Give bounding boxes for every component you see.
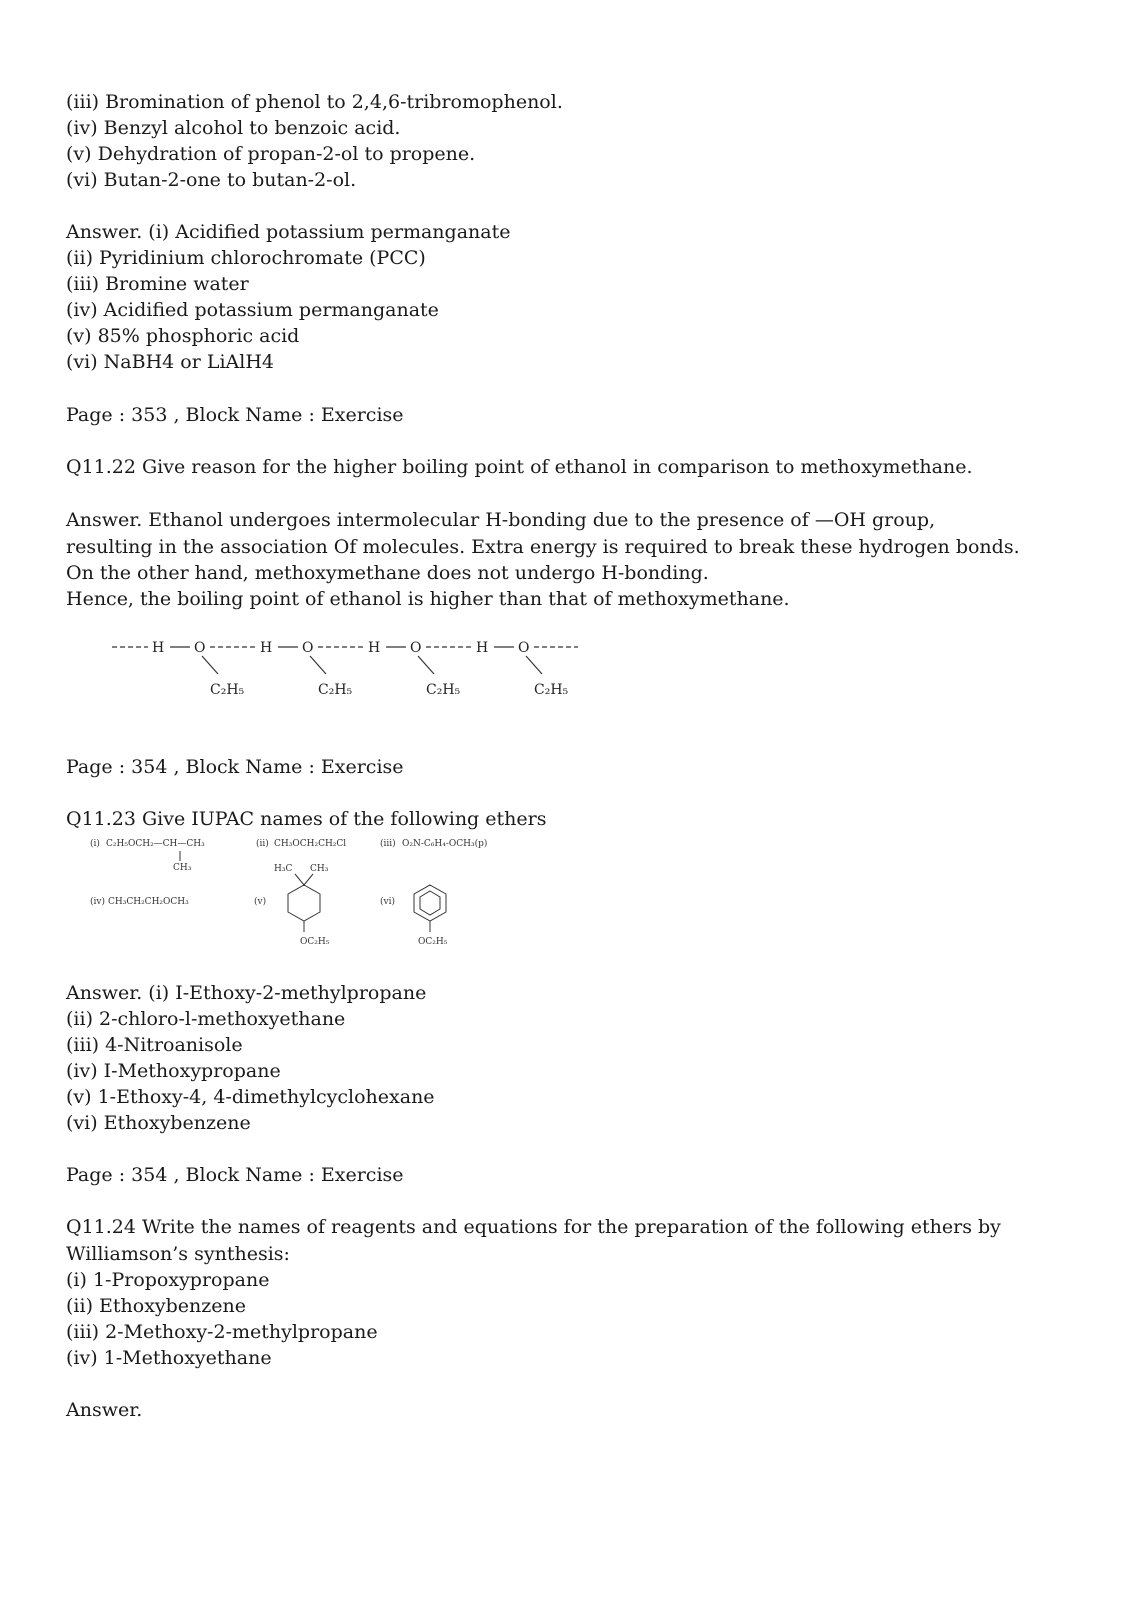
page-reference: Page : 354 , Block Name : Exercise: [66, 1164, 404, 1186]
question-q11-23: Q11.23 Give IUPAC names of the following ethers: [66, 808, 547, 830]
hbond-o-atom: O: [302, 640, 314, 656]
answer-label: Answer.: [66, 1399, 143, 1421]
answer-line: Answer. (i) Acidified potassium permanganate: [66, 221, 511, 243]
structure-label: (v): [254, 897, 267, 907]
structure-formula: O₂N-C₆H₄-OCH₃(p): [402, 839, 488, 849]
question-q11-24: Q11.24 Write the names of reagents and equations for the preparation of the following ethers by Williamson’s synthesis:: [66, 1216, 1001, 1265]
structure-label: (vi): [380, 897, 395, 907]
page-reference: Page : 353 , Block Name : Exercise: [66, 404, 404, 426]
hbond-ethyl-group: C₂H₅: [534, 682, 569, 698]
hbond-h-atom: H: [368, 640, 381, 656]
structure-substituent: CH₃: [173, 863, 192, 873]
hbond-o-atom: O: [518, 640, 530, 656]
answer-line: (iii) 4-Nitroanisole: [66, 1034, 243, 1056]
list-item: (iii) 2-Methoxy-2-methylpropane: [66, 1321, 378, 1343]
list-item: (i) 1-Propoxypropane: [66, 1269, 270, 1291]
structure-substituent: OC₂H₅: [418, 937, 448, 947]
hbond-o-atom: O: [410, 640, 422, 656]
hbond-diagram: [100, 632, 600, 707]
hydrogen-bonding-figure: [100, 632, 600, 707]
answer-line: (ii) Pyridinium chlorochromate (PCC): [66, 247, 426, 269]
answer-line: (v) 85% phosphoric acid: [66, 325, 300, 347]
hbond-h-atom: H: [260, 640, 273, 656]
structure-label: (iii): [380, 839, 396, 849]
structure-label: (iv): [90, 897, 105, 907]
hbond-ethyl-group: C₂H₅: [210, 682, 245, 698]
list-item: (vi) Butan-2-one to butan-2-ol.: [66, 169, 357, 191]
structure-formula: CH₃OCH₂CH₂Cl: [274, 839, 347, 849]
answer-line: (iv) Acidified potassium permanganate: [66, 299, 439, 321]
question-q11-22: Q11.22 Give reason for the higher boiling point of ethanol in comparison to methoxymethane.: [66, 456, 973, 478]
answer-line: (iii) Bromine water: [66, 273, 249, 295]
answer-line: (vi) NaBH4 or LiAlH4: [66, 351, 274, 373]
ether-structures-diagram: [88, 832, 548, 957]
structure-formula: CH₃CH₂CH₂OCH₃: [108, 897, 189, 907]
list-item: (iv) 1-Methoxyethane: [66, 1347, 272, 1369]
structure-formula: C₂H₅OCH₂—CH—CH₃: [106, 839, 205, 849]
list-item: (iii) Bromination of phenol to 2,4,6-tribromophenol.: [66, 91, 563, 113]
hbond-h-atom: H: [152, 640, 165, 656]
hbond-ethyl-group: C₂H₅: [318, 682, 353, 698]
hbond-ethyl-group: C₂H₅: [426, 682, 461, 698]
answer-line: Answer. (i) I-Ethoxy-2-methylpropane: [66, 982, 427, 1004]
hbond-h-atom: H: [476, 640, 489, 656]
answer-line: (iv) I-Methoxypropane: [66, 1060, 281, 1082]
answer-q11-22: Answer. Ethanol undergoes intermolecular H-bonding due to the presence of —OH group, resulting in the association Of molecules. Extra energy is required to break these hydrogen bonds. On the other hand, methoxymethane does not undergo H-bonding.: [66, 509, 1020, 584]
list-item: (v) Dehydration of propan-2-ol to propene.: [66, 143, 476, 165]
answer-line: (v) 1-Ethoxy-4, 4-dimethylcyclohexane: [66, 1086, 435, 1108]
ether-structures-figure: [88, 832, 548, 957]
answer-conclusion: Hence, the boiling point of ethanol is higher than that of methoxymethane.: [66, 588, 790, 610]
hbond-o-atom: O: [194, 640, 206, 656]
structure-methyl-right: CH₃: [310, 864, 329, 874]
list-item: (ii) Ethoxybenzene: [66, 1295, 247, 1317]
structure-methyl-left: H₃C: [274, 864, 293, 874]
list-item: (iv) Benzyl alcohol to benzoic acid.: [66, 117, 401, 139]
structure-substituent: OC₂H₅: [300, 937, 330, 947]
answer-line: (vi) Ethoxybenzene: [66, 1112, 251, 1134]
structure-label: (i): [90, 839, 100, 849]
structure-label: (ii): [256, 839, 269, 849]
page-reference: Page : 354 , Block Name : Exercise: [66, 756, 404, 778]
answer-line: (ii) 2-chloro-l-methoxyethane: [66, 1008, 346, 1030]
